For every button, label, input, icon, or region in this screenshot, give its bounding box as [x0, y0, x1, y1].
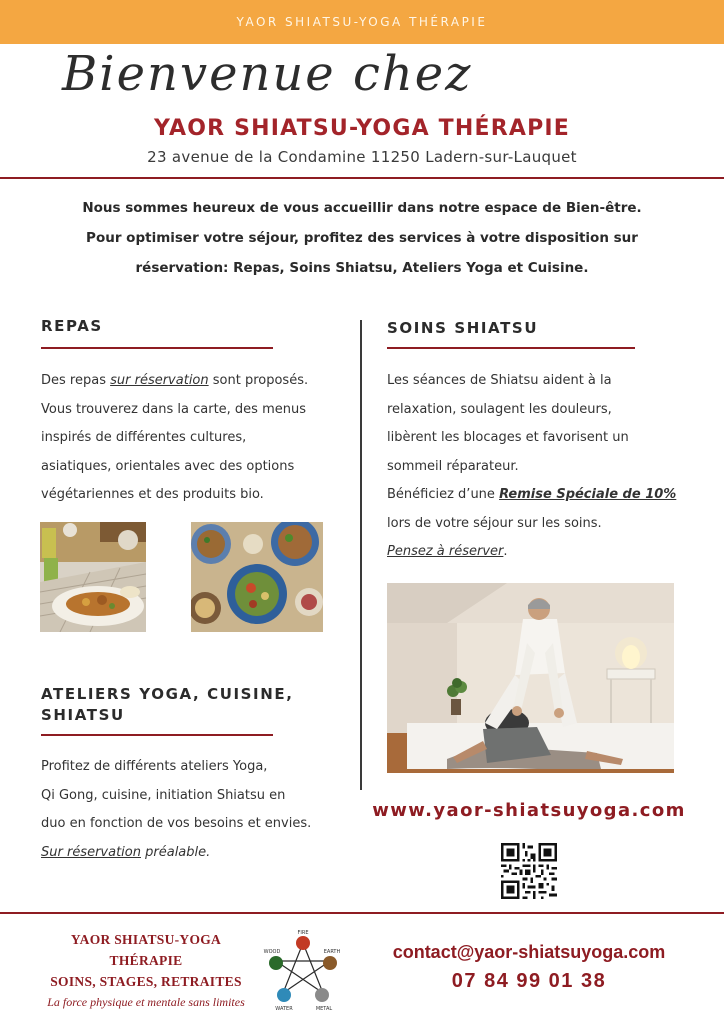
intro-line: réservation: Repas, Soins Shiatsu, Ateliers Yoga et Cuisine. [135, 260, 589, 276]
text-line: Les séances de Shiatsu aident à la [387, 373, 612, 388]
text-line: asiatiques, orientales avec des options [41, 458, 295, 474]
shiatsu-photo [387, 583, 674, 773]
footer-brand: YAOR SHIATSU-YOGA THÉRAPIE SOINS, STAGES, RETRAITES La force physique et mentale sans limites [40, 929, 252, 1013]
text-line: Qi Gong, cuisine, initiation Shiatsu en [41, 787, 286, 803]
website-link[interactable]: www.yaor-shiatsuyoga.com [372, 800, 686, 821]
discount-offer: Remise Spéciale de 10% [499, 487, 677, 502]
text-line: sommeil réparateur. [387, 458, 519, 474]
five-elements-logo [262, 927, 344, 1013]
text-line: végétariennes et des produits bio. [41, 487, 264, 502]
earth-label: EARTH [323, 949, 341, 955]
top-banner [0, 0, 724, 44]
wood-label: WOOD [263, 949, 281, 955]
text-line: duo en fonction de vos besoins et envies. [41, 816, 312, 831]
divider-top [0, 177, 724, 179]
section-rule [387, 347, 635, 349]
text-line: Sur réservation préalable. [41, 844, 211, 860]
fire-label: FIRE [297, 930, 309, 936]
section-title-shiatsu: SOINS SHIATSU [387, 319, 539, 337]
repas-text [41, 367, 351, 510]
welcome-script: Bienvenue chez [62, 46, 473, 102]
address: 23 avenue de la Condamine 11250 Ladern-sur-Lauquet [147, 148, 577, 166]
text-line: Pensez à réserver. [387, 544, 508, 559]
shiatsu-text [387, 367, 707, 567]
food-photo-1 [40, 522, 146, 632]
text-line: libèrent les blocages et favorisent un [387, 430, 629, 445]
text-line: relaxation, soulagent les douleurs, [387, 401, 612, 417]
reserve-link[interactable]: Pensez à réserver [387, 544, 504, 559]
text-line: Bénéficiez d’une Remise Spéciale de 10% [387, 487, 677, 502]
ateliers-text [41, 753, 356, 867]
intro-line: Pour optimiser votre séjour, profitez des services à votre disposition sur [86, 230, 638, 246]
tagline: La force physique et mentale sans limites [47, 995, 245, 1009]
text-line: Vous trouverez dans la carte, des menus [41, 401, 306, 417]
qr-code [501, 843, 557, 899]
reservation-link[interactable]: Sur réservation [41, 844, 141, 860]
reservation-link[interactable]: sur réservation [110, 373, 209, 388]
food-photo-2 [191, 522, 323, 632]
section-rule [41, 734, 273, 736]
contact-email[interactable]: contact@yaor-shiatsuyoga.com [392, 942, 666, 962]
section-rule [41, 347, 273, 349]
section-title-repas: REPAS [41, 317, 103, 335]
banner-text: YAOR SHIATSU-YOGA THÉRAPIE [236, 15, 488, 29]
water-label: WATER [275, 1006, 293, 1012]
text-line: Profitez de différents ateliers Yoga, [41, 759, 268, 774]
metal-label: METAL [315, 1006, 333, 1012]
intro-text [30, 193, 694, 283]
text-line: inspirés de différentes cultures, [41, 430, 247, 445]
contact-phone[interactable]: 07 84 99 01 38 [451, 970, 607, 992]
text-line: lors de votre séjour sur les soins. [387, 515, 602, 531]
column-divider [360, 320, 362, 790]
divider-bottom [0, 912, 724, 914]
section-title-ateliers: ATELIERS YOGA, CUISINE, SHIATSU [41, 685, 294, 724]
text-line: Des repas sur réservation sont proposés. [41, 373, 309, 388]
intro-line: Nous sommes heureux de vous accueillir dans notre espace de Bien-être. [82, 200, 642, 216]
page-title: YAOR SHIATSU-YOGA THÉRAPIE [153, 116, 571, 141]
